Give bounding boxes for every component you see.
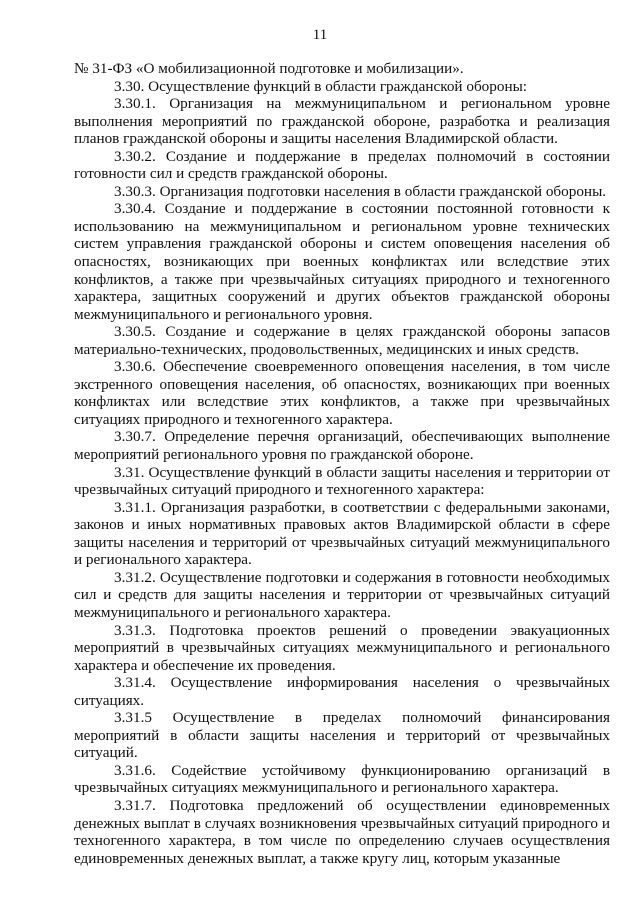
paragraph-3-31-1: 3.31.1. Организация разработки, в соответствии с федеральными законами, законов и иных нормативных правовых актов Владимирской области в сфере защиты населения и территорий от чрезвычайных ситуаций межмуниципального и регионального характера. xyxy=(74,498,610,569)
paragraph-3-30-5: 3.30.5. Создание и содержание в целях гражданской обороны запасов материально-технических, продовольственных, медицинских и иных средств. xyxy=(74,323,610,358)
paragraph-3-31: 3.31. Осуществление функций в области защиты населения и территории от чрезвычайных ситуаций природного и техногенного характера: xyxy=(74,463,610,499)
paragraph-3-30: 3.30. Осуществление функций в области гражданской обороны: xyxy=(114,77,527,95)
paragraph-3-31-6: 3.31.6. Содействие устойчивому функционированию организаций в чрезвычайных ситуациях межмуниципального и регионального характера. xyxy=(74,761,610,797)
paragraph-3-31-7: 3.31.7. Подготовка предложений об осуществлении единовременных денежных выплат в случаях возникновения чрезвычайных ситуаций природного и техногенного характера, в том числе по определению случаев осуществления единовременных денежных выплат, а также кругу лиц, которым указанные xyxy=(74,796,610,867)
paragraph-3-31-2: 3.31.2. Осуществление подготовки и содержания в готовности необходимых сил и средств для защиты населения и территории от чрезвычайных ситуаций межмуниципального и регионального характера. xyxy=(74,568,610,621)
paragraph-3-30-7: 3.30.7. Определение перечня организаций, обеспечивающих выполнение мероприятий регионального уровня по гражданской обороне. xyxy=(74,428,610,464)
paragraph-3-30-6: 3.30.6. Обеспечение своевременного оповещения населения, в том числе экстренного оповещения населения, об опасностях, возникающих при военных конфликтах или вследствие этих конфликтов, а также при чрезвычайных ситуациях природного и техногенного характера. xyxy=(74,358,610,428)
paragraph-law-reference: № 31-ФЗ «О мобилизационной подготовке и мобилизации». xyxy=(74,60,464,77)
paragraph-3-30-2: 3.30.2. Создание и поддержание в пределах полномочий в состоянии готовности сил и средств гражданской обороны. xyxy=(74,147,610,183)
paragraph-3-31-4: 3.31.4. Осуществление информирования населения о чрезвычайных ситуациях. xyxy=(74,674,610,709)
paragraph-3-31-3: 3.31.3. Подготовка проектов решений о проведении эвакуационных мероприятий в чрезвычайных ситуациях межмуниципального и регионального характера и обеспечение их проведения. xyxy=(74,621,610,674)
paragraph-3-30-3: 3.30.3. Организация подготовки населения в области гражданской обороны. xyxy=(114,182,607,200)
paragraph-3-30-4: 3.30.4. Создание и поддержание в состоянии постоянной готовности к использованию на межмуниципальном и региональном уровне технических систем управления гражданской обороны и систем оповещения населения об опасностях, возникающих при военных конфликтах или вследствие этих конфликтов, а также при чрезвычайных ситуациях природного и техногенного характера, защитных сооружений и других объектов гражданской обороны межмуниципального и регионального уровня. xyxy=(74,200,610,323)
document-body xyxy=(74,60,610,867)
paragraph-3-31-5: 3.31.5 Осуществление в пределах полномочий финансирования мероприятий в области защиты населения и территорий от чрезвычайных ситуаций. xyxy=(74,709,610,762)
paragraph-3-30-1: 3.30.1. Организация на межмуниципальном и региональном уровне выполнения мероприятий по гражданской обороне, разработка и реализация планов гражданской обороны и защиты населения Владимирской области. xyxy=(74,95,610,148)
page-number: 11 xyxy=(312,27,328,43)
